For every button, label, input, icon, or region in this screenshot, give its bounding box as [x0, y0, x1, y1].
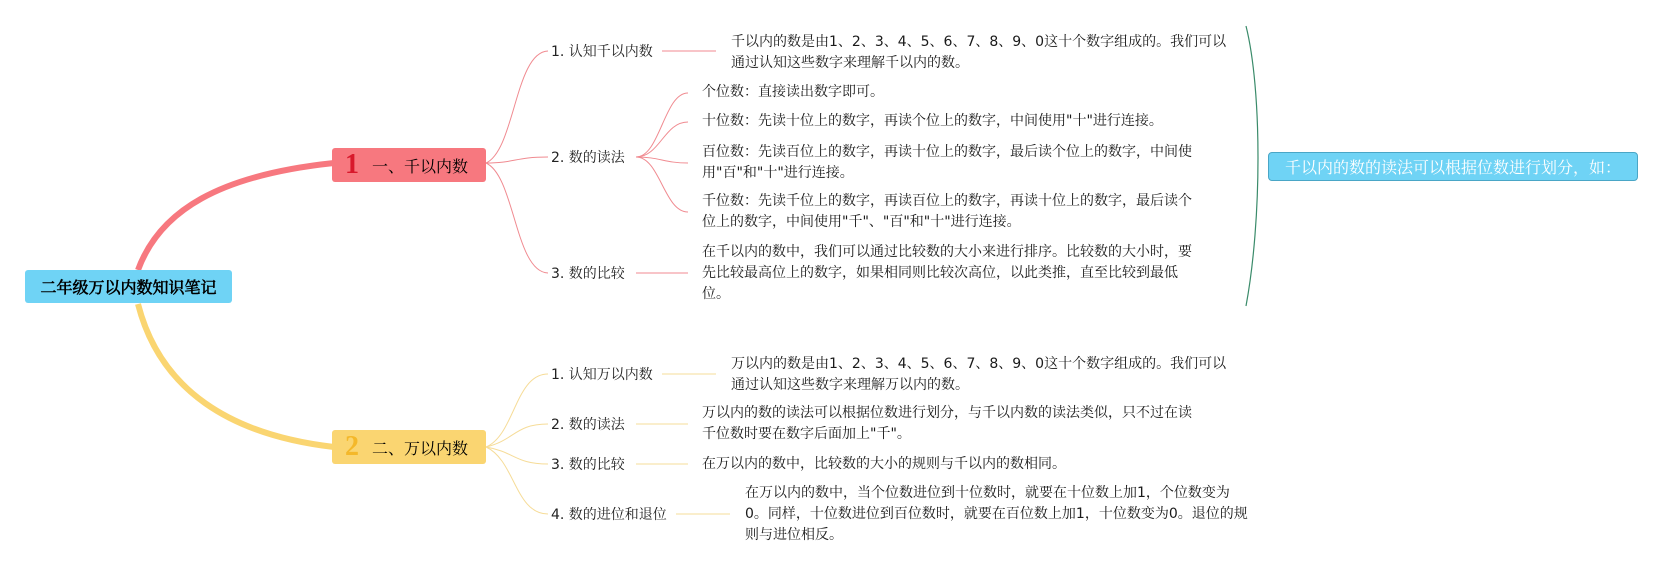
link-b2-s3: [486, 447, 548, 464]
note-b1-2-4[interactable]: [702, 191, 1202, 233]
subtopic-b1-1[interactable]: [551, 41, 653, 61]
note-text: 十位数：先读十位上的数字，再读个位上的数字，中间使用"十"进行连接。: [702, 113, 1163, 129]
branch-2-label: 二、万以内数: [372, 438, 469, 458]
note-text: 万以内的数的读法可以根据位数进行划分，与千以内数的读法类似，只不过在读千位数时要在数字后面加上"千"。: [702, 405, 1192, 442]
subtopic-label: 2. 数的读法: [551, 417, 625, 433]
subtopic-b2-1[interactable]: [551, 364, 653, 384]
note-text: 在千以内的数中，我们可以通过比较数的大小来进行排序。比较数的大小时，要先比较最高位上的数字，如果相同则比较次高位，以此类推，直至比较到最低位。: [702, 244, 1192, 302]
branch-1-number: 1: [345, 149, 359, 180]
note-text: 个位数：直接读出数字即可。: [702, 84, 884, 100]
root-topic[interactable]: [25, 270, 232, 303]
note-b1-3[interactable]: [702, 242, 1202, 305]
branch-1-label: 一、千以内数: [372, 156, 469, 176]
note-b1-2-1[interactable]: [702, 82, 1202, 103]
note-b1-2-2[interactable]: [702, 111, 1202, 132]
note-text: 百位数：先读百位上的数字，再读十位上的数字，最后读个位上的数字，中间使用"百"和"十"进行连接。: [702, 144, 1192, 181]
subtopic-label: 4. 数的进位和退位: [551, 507, 667, 523]
subtopic-b2-3[interactable]: [551, 454, 625, 474]
link-b1-s1: [486, 51, 548, 163]
subtopic-label: 3. 数的比较: [551, 266, 625, 282]
note-b2-3[interactable]: [702, 454, 1202, 475]
link-b1-s2-n3: [636, 157, 688, 163]
note-text: 在万以内的数中，当个位数进位到十位数时，就要在十位数上加1，个位数变为0。同样，十位数进位到百位数时，就要在百位数上加1，十位数变为0。退位的规则与进位相反。: [745, 485, 1248, 543]
subtopic-label: 1. 认知千以内数: [551, 44, 653, 60]
root-topic-label: 二年级万以内数知识笔记: [40, 278, 217, 297]
subtopic-b1-3[interactable]: [551, 263, 625, 283]
note-b1-1[interactable]: [731, 32, 1228, 74]
root-link-branch-1: [138, 163, 334, 270]
link-b2-s2: [486, 424, 548, 447]
subtopic-label: 1. 认知万以内数: [551, 367, 653, 383]
note-b1-2-3[interactable]: [702, 142, 1202, 184]
summary-callout[interactable]: [1268, 152, 1638, 181]
link-b2-s1: [486, 374, 548, 447]
note-text: 千位数：先读千位上的数字，再读百位上的数字，再读十位上的数字，最后读个位上的数字，中间使用"千"、"百"和"十"进行连接。: [702, 193, 1192, 230]
subtopic-b2-4[interactable]: [551, 504, 667, 524]
note-b2-4[interactable]: [745, 483, 1250, 546]
note-text: 万以内的数是由1、2、3、4、5、6、7、8、9、0这十个数字组成的。我们可以通过认知这些数字来理解万以内的数。: [731, 356, 1227, 393]
note-b2-2[interactable]: [702, 403, 1202, 445]
link-b1-s2-n1: [636, 93, 688, 157]
note-text: 在万以内的数中，比较数的大小的规则与千以内的数相同。: [702, 456, 1066, 472]
link-b1-s2: [486, 157, 548, 163]
subtopic-b2-2[interactable]: [551, 414, 625, 434]
link-b1-s2-n2: [636, 122, 688, 157]
branch-2-number: 2: [345, 431, 359, 462]
subtopic-label: 2. 数的读法: [551, 150, 625, 166]
subtopic-b1-2[interactable]: [551, 147, 625, 167]
summary-label: 千以内的数的读法可以根据位数进行划分，如：: [1284, 158, 1621, 177]
branch-topic-1[interactable]: [332, 148, 486, 182]
note-text: 千以内的数是由1、2、3、4、5、6、7、8、9、0这十个数字组成的。我们可以通过认知这些数字来理解千以内的数。: [731, 34, 1227, 71]
root-link-branch-2: [138, 304, 334, 447]
subtopic-label: 3. 数的比较: [551, 457, 625, 473]
link-b1-s2-n4: [636, 157, 688, 212]
branch-topic-2[interactable]: [332, 430, 486, 464]
link-b1-s3: [486, 163, 548, 273]
note-b2-1[interactable]: [731, 354, 1228, 396]
summary-brace: [1246, 26, 1258, 306]
link-b2-s4: [486, 447, 548, 514]
